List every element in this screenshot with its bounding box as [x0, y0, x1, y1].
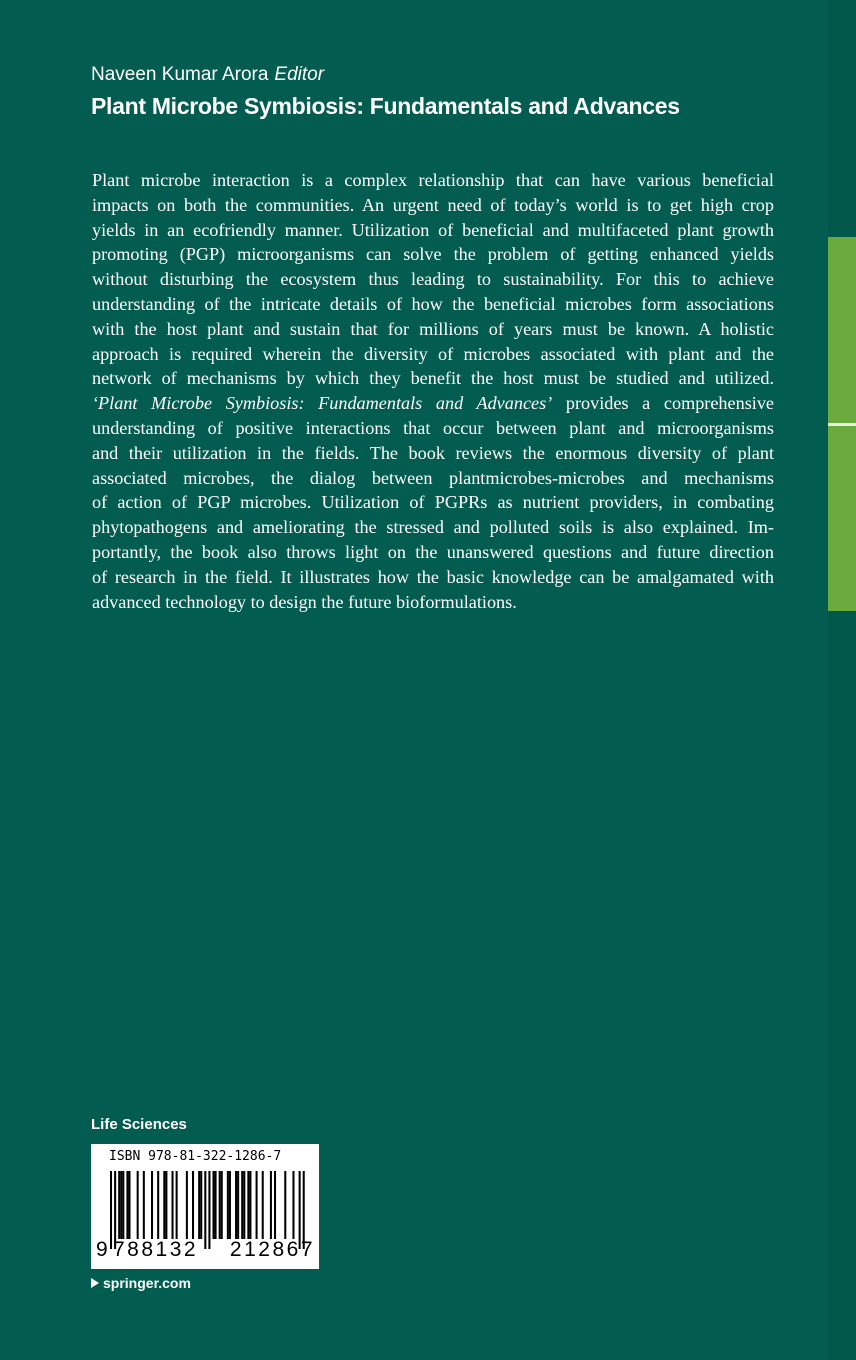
- barcode-bar: [165, 1171, 167, 1239]
- barcode-bar: [143, 1171, 145, 1239]
- barcode-bar: [200, 1171, 202, 1239]
- barcode-bar: [186, 1171, 188, 1239]
- barcode-bar: [262, 1171, 264, 1239]
- blurb-line: phytopathogens and ameliorating the stressed and polluted soils is also explained. Im-: [92, 517, 774, 538]
- blurb-line: of research in the field. It illustrates how the basic knowledge can be amalgamated with: [92, 566, 774, 587]
- publisher-link[interactable]: [91, 1275, 191, 1291]
- author-name: Naveen Kumar Arora: [91, 64, 269, 85]
- blurb-line: understanding of the intricate details of how the beneficial microbes form associations: [92, 293, 774, 314]
- blurb-line: approach is required wherein the diversity of microbes associated with plant and the: [92, 343, 774, 364]
- book-title: Plant Microbe Symbiosis: Fundamentals and Advances: [91, 93, 680, 119]
- blurb-line: advanced technology to design the future bioformulations.: [92, 591, 517, 612]
- cover-edge-strip: [828, 0, 856, 1360]
- series-label: Life Sciences: [91, 1116, 187, 1133]
- barcode-bar: [243, 1171, 245, 1239]
- blurb-book-title-italic: ‘Plant Microbe Symbiosis: Fundamentals and Advances’: [92, 393, 553, 414]
- author-role: Editor: [274, 64, 325, 85]
- blurb-line: associated microbes, the dialog between plantmicrobes-microbes and mechanisms: [92, 467, 774, 488]
- blurb-line: with the host plant and sustain that for millions of years must be known. A holistic: [92, 318, 774, 339]
- barcode-bar: [215, 1171, 217, 1239]
- isbn-barcode: [91, 1144, 319, 1269]
- blurb-line: of action of PGP microbes. Utilization of PGPRs as nutrient providers, in combating: [92, 492, 774, 513]
- blurb-line: understanding of positive interactions that occur between plant and microorganisms: [92, 417, 774, 438]
- barcode-bar: [219, 1171, 221, 1239]
- barcode-bar: [172, 1171, 174, 1239]
- barcode-bar: [120, 1171, 122, 1239]
- isbn-number: ISBN 978-81-322-1286-7: [109, 1149, 282, 1164]
- barcode-digit-groups: [113, 1238, 315, 1262]
- barcode-bar: [235, 1171, 237, 1239]
- barcode-bar: [176, 1171, 178, 1239]
- barcode-digit-group-left: 788132: [113, 1238, 199, 1261]
- barcode-bar: [118, 1171, 120, 1239]
- blurb-line: promoting (PGP) microorganisms can solve the problem of getting enhanced yields: [92, 244, 774, 265]
- barcode-bar: [163, 1171, 165, 1239]
- blurb-line-rest: provides a comprehensive: [552, 393, 774, 414]
- publisher-url: springer.com: [103, 1275, 191, 1291]
- barcode-bar: [110, 1171, 112, 1249]
- barcode-bar: [249, 1171, 251, 1239]
- barcode-bar: [270, 1171, 272, 1239]
- barcode-bar: [247, 1171, 249, 1239]
- barcode-bar: [213, 1171, 215, 1239]
- barcode-digit-group-right: 212867: [229, 1238, 315, 1261]
- barcode-bar: [151, 1171, 153, 1239]
- barcode-bar: [292, 1171, 294, 1239]
- barcode-bar: [229, 1171, 231, 1239]
- barcode-bar: [198, 1171, 200, 1239]
- blurb-line: without disturbing the ecosystem thus leading to sustainability. For this to achieve: [92, 269, 774, 290]
- barcode-bar: [192, 1171, 194, 1239]
- blurb-line: yields in an ecofriendly manner. Utilization of beneficial and multifaceted plant growth: [92, 219, 774, 240]
- barcode-bar: [128, 1171, 130, 1239]
- barcode-bar: [274, 1171, 276, 1239]
- blurb-line: impacts on both the communities. An urgent need of today’s world is to get high crop: [92, 194, 774, 215]
- blurb-line: network of mechanisms by which they benefit the host must be studied and utilized.: [92, 368, 774, 389]
- barcode-bar: [137, 1171, 139, 1239]
- barcode-bar: [157, 1171, 159, 1239]
- barcode-bar: [227, 1171, 229, 1239]
- barcode-bar: [284, 1171, 286, 1239]
- barcode-bar: [256, 1171, 258, 1239]
- blurb-line: and their utilization in the fields. The book reviews the enormous diversity of plant: [92, 442, 774, 463]
- blurb-line-with-title: [92, 391, 774, 416]
- barcode-bar: [221, 1171, 223, 1239]
- series-color-bar-divider: [828, 423, 856, 426]
- barcode-bar: [126, 1171, 128, 1239]
- author-line: [91, 64, 324, 86]
- play-arrow-icon: [91, 1278, 99, 1288]
- barcode-first-digit: 9: [96, 1238, 108, 1261]
- blurb-text: [92, 168, 774, 614]
- barcode-bar: [122, 1171, 124, 1239]
- barcode-bar: [241, 1171, 243, 1239]
- blurb-line: portantly, the book also throws light on the unanswered questions and future direction: [92, 541, 774, 562]
- barcode-bar: [237, 1171, 239, 1239]
- blurb-line: Plant microbe interaction is a complex relationship that can have various beneficial: [92, 170, 774, 190]
